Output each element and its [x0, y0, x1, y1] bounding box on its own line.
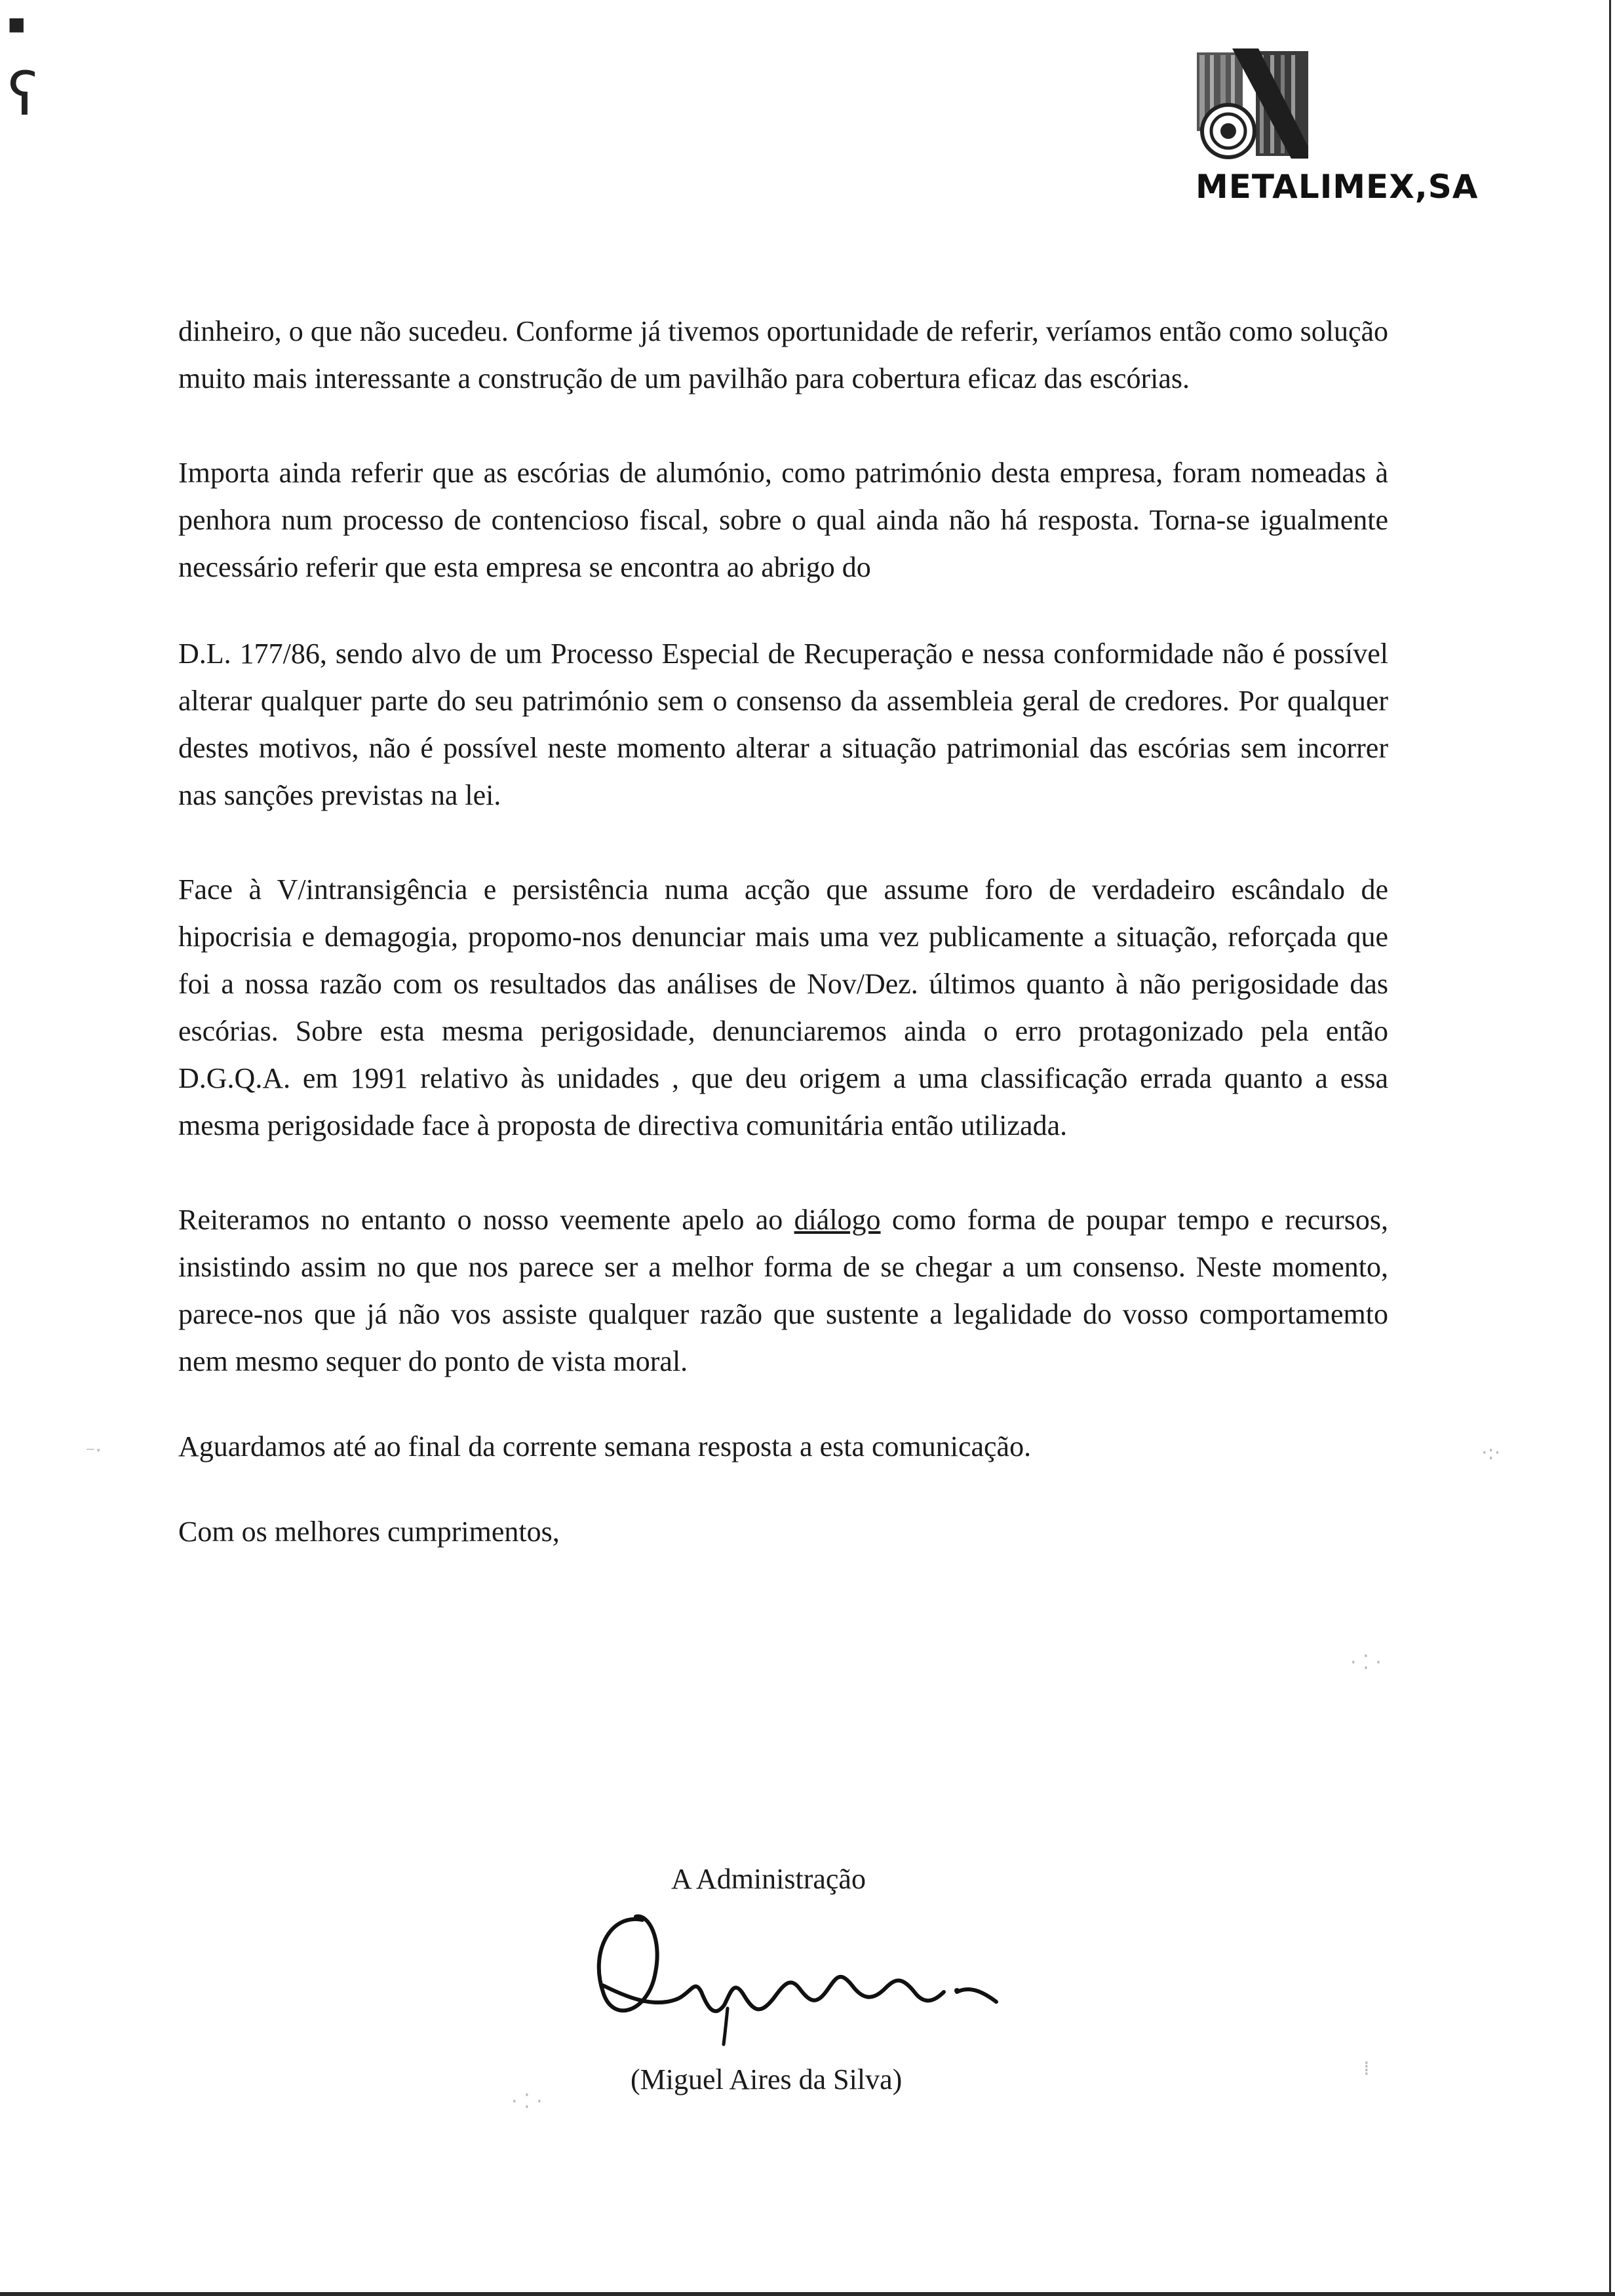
signature-title: A Administração [671, 1863, 866, 1895]
paragraph-5 [178, 1196, 1388, 1385]
scan-edge-bottom [0, 2292, 1615, 2296]
scan-noise: ⁞ [1363, 2057, 1370, 2080]
scan-noise: · ⁚ · [1350, 1651, 1382, 1674]
scan-noise: · ⁚ · [511, 2090, 543, 2113]
scan-edge-right [1609, 0, 1611, 2296]
paragraph-6: Aguardamos até ao final da corrente semana resposta a esta comunicação. [178, 1430, 1032, 1463]
scan-noise: ⁻ˑ [85, 1442, 102, 1464]
scan-artifact-mark: ʕ [8, 60, 38, 129]
paragraph-2: Importa ainda referir que as escórias de alumónio, como património desta empresa, foram nomeadas à penhora num processo de contencioso fiscal, sobre o qual ainda não há resposta. Torna-se igualmente necessário referir que esta empresa se encontra ao abrigo do [178, 457, 1388, 583]
paragraph-5-start: Reiteramos no entanto o nosso veemente apelo ao [178, 1204, 794, 1236]
paragraph-1: dinheiro, o que não sucedeu. Conforme já tivemos oportunidade de referir, veríamos então como solução muito mais interessante a construção de um pavilhão para cobertura eficaz das escórias. [178, 315, 1388, 394]
paragraph-4: Face à V/intransigência e persistência numa acção que assume foro de verdadeiro escândalo de hipocrisia e demagogia, propomo-nos denunciar mais uma vez publicamente a situação, reforçada que foi a nossa razão com os resultados das análises de Nov/Dez. últimos quanto à não perigosidade das escórias. Sobre esta mesma perigosidade, denunciaremos ainda o erro protagonizado pela então D.G.Q.A. em 1991 relativo às unidades , que deu origem a uma classificação errada quanto a essa mesma perigosidade face à proposta de directiva comunitária então utilizada. [178, 873, 1388, 1141]
letter-body [178, 308, 1388, 1556]
company-name: METALIMEX,SA [1196, 168, 1479, 206]
underlined-word: diálogo [794, 1204, 881, 1236]
scan-artifact-dot: ■ [8, 13, 26, 35]
closing-line: Com os melhores cumprimentos, [178, 1516, 560, 1548]
company-logo-icon [1193, 48, 1311, 160]
signatory-name: (Miguel Aires da Silva) [631, 2063, 903, 2095]
scan-noise: ·:· [1481, 1442, 1501, 1464]
paragraph-3: D.L. 177/86, sendo alvo de um Processo Especial de Recuperação e nessa conformidade não é possível alterar qualquer parte do seu património sem o consenso da assembleia geral de credores. Por qualquer destes motivos, não é possível neste momento alterar a situação patrimonial das escórias sem incorrer nas sanções previstas na lei. [178, 638, 1388, 811]
company-logo [1180, 48, 1481, 212]
handwritten-signature [564, 1894, 1009, 2051]
paragraph-5-end: como forma de poupar tempo e recursos, insistindo assim no que nos parece ser a melhor forma de se chegar a um consenso. Neste momento, parece-nos que já não vos assiste qualquer razão que sustente a legalidade do vosso comportamemto nem mesmo sequer do ponto de vista moral. [178, 1204, 1388, 1377]
